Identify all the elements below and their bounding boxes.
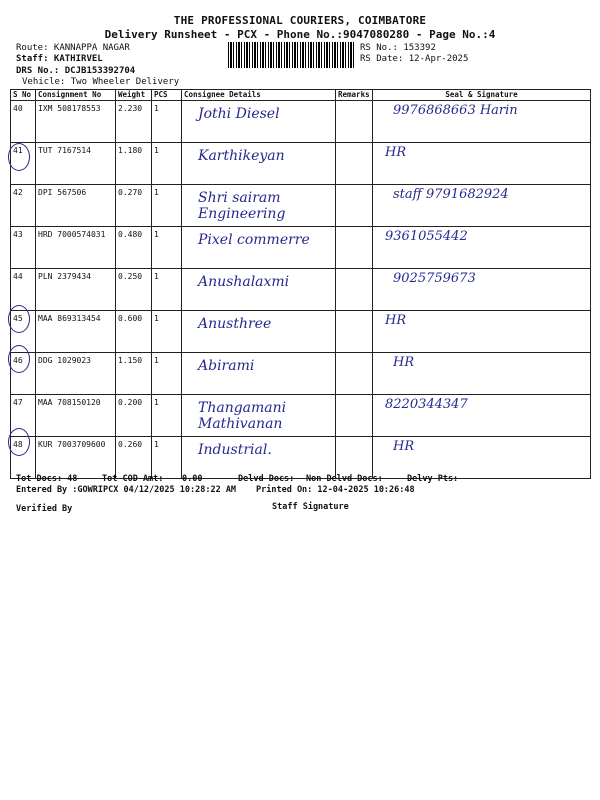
pcs-cell: 1 <box>152 185 182 227</box>
ink-circle <box>8 305 30 333</box>
remarks-cell <box>336 269 373 311</box>
remarks-cell <box>336 185 373 227</box>
runsheet-table <box>10 89 591 479</box>
sno-cell: 40 <box>11 101 36 143</box>
remarks-cell <box>336 437 373 479</box>
table-row <box>11 311 591 353</box>
signature-handwriting: 8220344347 <box>385 397 468 412</box>
consignee-cell <box>182 101 336 143</box>
total-cod-value: 0.00 <box>182 474 203 484</box>
signature-handwriting: 9976868663 Harin <box>393 103 518 118</box>
remarks-cell <box>336 143 373 185</box>
ink-circle <box>8 428 30 456</box>
remarks-cell <box>336 353 373 395</box>
remarks-cell <box>336 311 373 353</box>
signature-cell <box>373 227 591 269</box>
col-consignee: Consignee Details <box>182 90 336 101</box>
consignment-cell: KUR 7003709600 <box>36 437 116 479</box>
consignee-cell <box>182 353 336 395</box>
weight-cell: 2.230 <box>116 101 152 143</box>
delivered-docs: Delvd Docs: <box>238 474 295 484</box>
signature-handwriting: HR <box>393 355 415 370</box>
consignment-cell: DDG 1029023 <box>36 353 116 395</box>
table-row <box>11 143 591 185</box>
consignee-cell <box>182 437 336 479</box>
sno-cell: 48 <box>11 437 36 479</box>
col-consignment: Consignment No <box>36 90 116 101</box>
consignee-handwriting: Thangamani Mathivanan <box>198 400 287 432</box>
staff-signature: Staff Signature <box>272 502 349 512</box>
col-pcs: PCS <box>152 90 182 101</box>
col-weight: Weight <box>116 90 152 101</box>
sno-cell: 43 <box>11 227 36 269</box>
sno-cell: 44 <box>11 269 36 311</box>
pcs-cell: 1 <box>152 269 182 311</box>
consignee-cell <box>182 185 336 227</box>
weight-cell: 0.200 <box>116 395 152 437</box>
table-row <box>11 395 591 437</box>
document-title: THE PROFESSIONAL COURIERS, COIMBATORE <box>173 14 427 27</box>
consignee-handwriting: Industrial. <box>198 442 272 458</box>
consignment-cell: HRD 7000574031 <box>36 227 116 269</box>
consignee-cell <box>182 395 336 437</box>
total-cod-label: Tot COD Amt: <box>102 474 164 484</box>
drs-number: DRS No.: DCJB153392704 <box>16 66 136 76</box>
route-label: Route: KANNAPPA NAGAR <box>16 43 130 53</box>
consignment-cell: TUT 7167514 <box>36 143 116 185</box>
consignee-cell <box>182 227 336 269</box>
table-row <box>11 101 591 143</box>
col-signature: Seal & Signature <box>373 90 591 101</box>
table-row <box>11 185 591 227</box>
signature-cell <box>373 353 591 395</box>
signature-handwriting: HR <box>393 439 415 454</box>
sno-cell: 45 <box>11 311 36 353</box>
pcs-cell: 1 <box>152 395 182 437</box>
sno-cell: 46 <box>11 353 36 395</box>
ink-circle <box>8 345 30 373</box>
weight-cell: 1.150 <box>116 353 152 395</box>
pcs-cell: 1 <box>152 227 182 269</box>
rs-number: RS No.: 153392 <box>360 43 436 53</box>
verified-by: Verified By <box>16 504 73 514</box>
signature-handwriting: 9361055442 <box>385 229 468 244</box>
remarks-cell <box>336 395 373 437</box>
table-row <box>11 437 591 479</box>
col-remarks: Remarks <box>336 90 373 101</box>
signature-cell <box>373 143 591 185</box>
total-docs: Tot Docs: 48 <box>16 474 78 484</box>
rs-date: RS Date: 12-Apr-2025 <box>360 54 469 64</box>
consignment-cell: MAA 708150120 <box>36 395 116 437</box>
pcs-cell: 1 <box>152 101 182 143</box>
delivery-points: Delvy Pts: <box>407 474 459 484</box>
consignee-handwriting: Anushalaxmi <box>198 274 290 290</box>
signature-cell <box>373 311 591 353</box>
pcs-cell: 1 <box>152 353 182 395</box>
weight-cell: 0.600 <box>116 311 152 353</box>
printed-on: Printed On: 12-04-2025 10:26:48 <box>256 485 415 495</box>
pcs-cell: 1 <box>152 143 182 185</box>
signature-cell <box>373 101 591 143</box>
weight-cell: 1.180 <box>116 143 152 185</box>
pcs-cell: 1 <box>152 311 182 353</box>
weight-cell: 0.250 <box>116 269 152 311</box>
signature-handwriting: HR <box>385 313 407 328</box>
table-header-row <box>11 90 591 101</box>
weight-cell: 0.480 <box>116 227 152 269</box>
signature-cell <box>373 269 591 311</box>
sno-cell: 42 <box>11 185 36 227</box>
consignment-cell: MAA 869313454 <box>36 311 116 353</box>
consignee-cell <box>182 311 336 353</box>
weight-cell: 0.260 <box>116 437 152 479</box>
table-row <box>11 353 591 395</box>
table-row <box>11 269 591 311</box>
weight-cell: 0.270 <box>116 185 152 227</box>
consignee-handwriting: Abirami <box>198 358 255 374</box>
consignment-cell: DPI 567506 <box>36 185 116 227</box>
consignee-handwriting: Pixel commerre <box>198 232 310 248</box>
staff-label: Staff: KATHIRVEL <box>16 54 103 64</box>
consignee-handwriting: Karthikeyan <box>198 148 285 164</box>
signature-cell <box>373 437 591 479</box>
consignment-cell: PLN 2379434 <box>36 269 116 311</box>
consignee-handwriting: Anusthree <box>198 316 272 332</box>
remarks-cell <box>336 227 373 269</box>
signature-cell <box>373 185 591 227</box>
barcode-icon <box>228 42 356 68</box>
col-sno: S No <box>11 90 36 101</box>
signature-handwriting: staff 9791682924 <box>393 187 509 202</box>
consignee-cell <box>182 143 336 185</box>
consignment-cell: IXM 508178553 <box>36 101 116 143</box>
vehicle-label: Vehicle: Two Wheeler Delivery <box>22 77 180 87</box>
remarks-cell <box>336 101 373 143</box>
pcs-cell: 1 <box>152 437 182 479</box>
sno-cell: 41 <box>11 143 36 185</box>
non-delivered-docs: Non Delvd Docs: <box>306 474 383 484</box>
signature-cell <box>373 395 591 437</box>
signature-handwriting: HR <box>385 145 407 160</box>
sno-cell: 47 <box>11 395 36 437</box>
entered-by: Entered By :GOWRIPCX 04/12/2025 10:28:22 AM <box>16 485 237 495</box>
table-row <box>11 227 591 269</box>
runsheet-subtitle: Delivery Runsheet - PCX - Phone No.:9047080280 - Page No.:4 <box>104 28 496 41</box>
consignee-handwriting: Jothi Diesel <box>198 106 280 122</box>
ink-circle <box>8 143 30 171</box>
consignee-handwriting: Shri sairam Engineering <box>198 190 286 222</box>
consignee-cell <box>182 269 336 311</box>
signature-handwriting: 9025759673 <box>393 271 476 286</box>
